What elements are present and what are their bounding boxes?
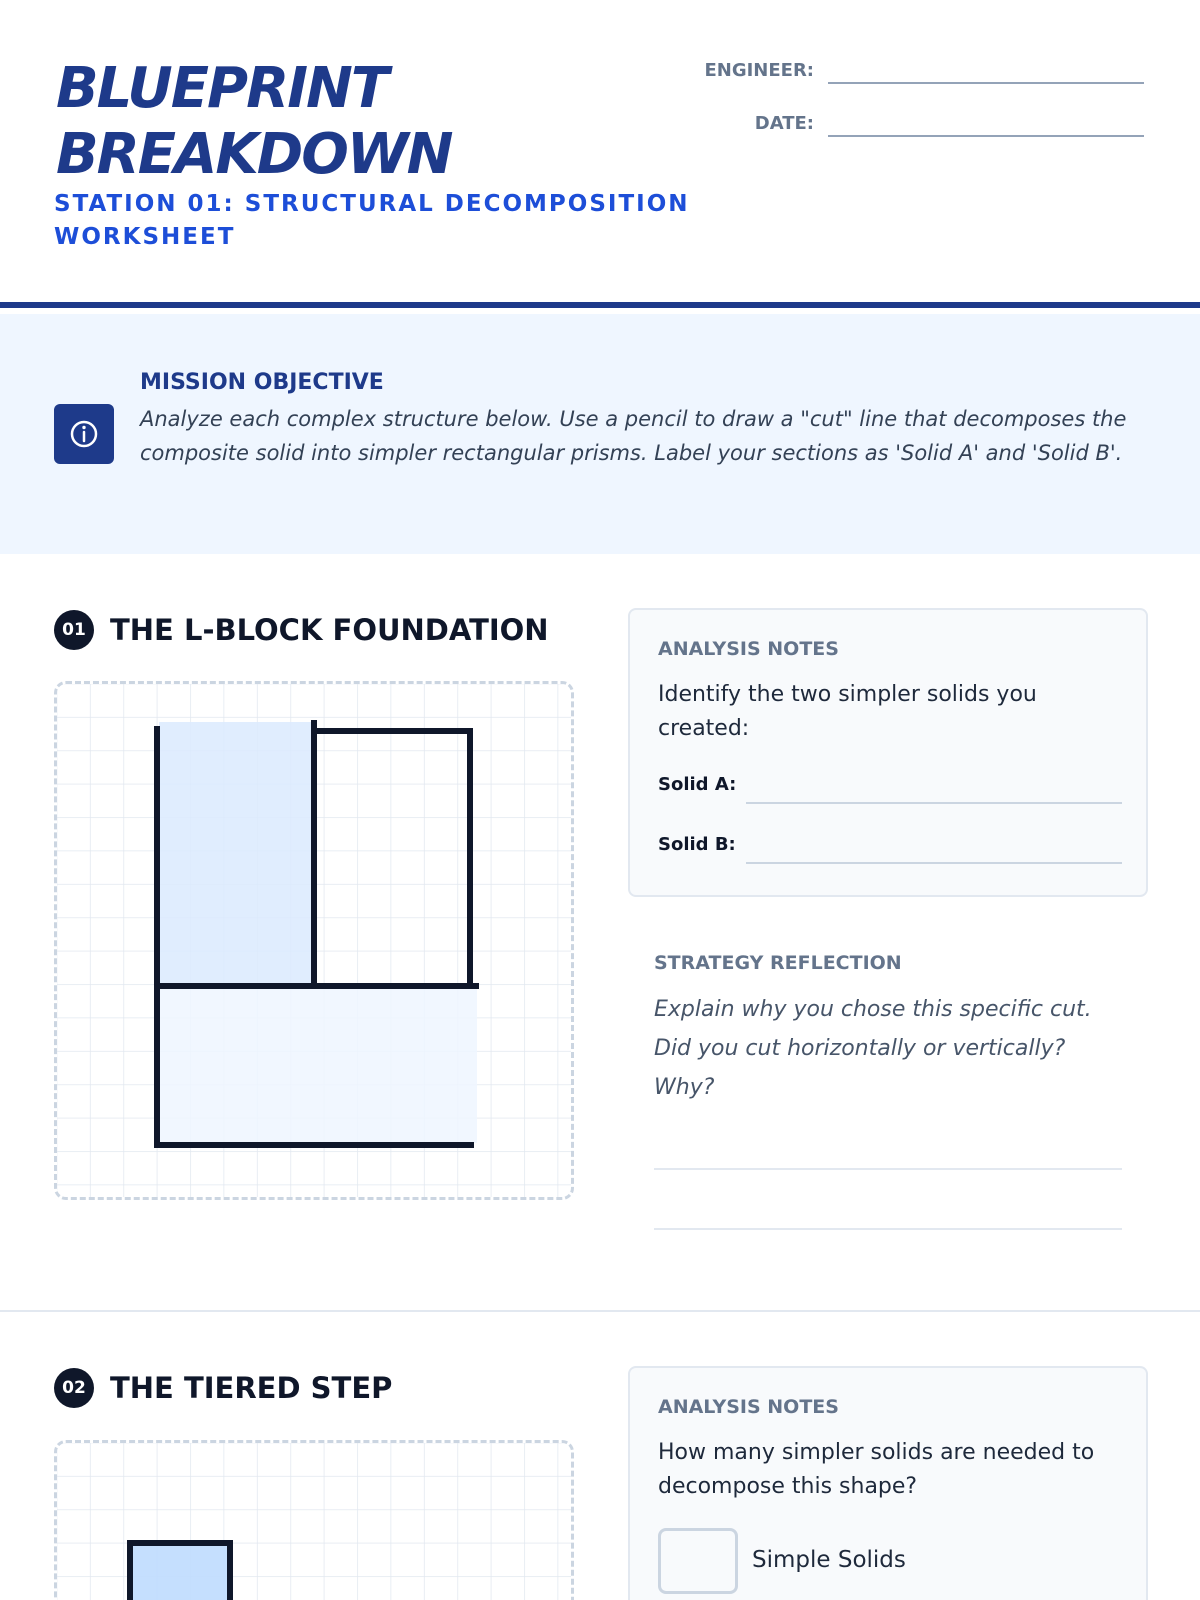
analysis-notes-title: ANALYSIS NOTES xyxy=(658,1396,839,1418)
info-icon xyxy=(54,404,114,464)
worksheet-header xyxy=(0,0,1200,308)
analysis-question: How many simpler solids are needed to decompose this shape? xyxy=(658,1440,1095,1499)
tiered-step-diagram xyxy=(57,1443,571,1600)
section-2-heading xyxy=(54,1368,392,1408)
section-1-title: THE L-BLOCK FOUNDATION xyxy=(110,613,549,647)
date-label: DATE: xyxy=(754,113,814,134)
section-1-number: 01 xyxy=(54,610,94,650)
strategy-answer-line-1[interactable] xyxy=(654,1168,1122,1170)
tiered-step-drawing-area[interactable] xyxy=(54,1440,574,1600)
strategy-answer-line-2[interactable] xyxy=(654,1228,1122,1230)
mission-panel xyxy=(0,314,1200,554)
solid-b-label: Solid B: xyxy=(658,834,736,855)
solid-a-label: Solid A: xyxy=(658,774,737,795)
section-2-analysis-card xyxy=(628,1366,1148,1600)
strategy-title: STRATEGY REFLECTION xyxy=(654,952,902,974)
section-2-title: THE TIERED STEP xyxy=(110,1371,393,1405)
page-subtitle: STATION 01: STRUCTURAL DECOMPOSITION WORKSHEET xyxy=(54,191,690,250)
solid-b-input-line[interactable] xyxy=(746,862,1122,864)
section-1-analysis-card xyxy=(628,608,1148,897)
engineer-input-line[interactable] xyxy=(828,82,1144,84)
title-line-1: BLUEPRINT xyxy=(56,56,388,121)
page-title xyxy=(56,56,676,188)
solid-b-field[interactable] xyxy=(658,828,1118,862)
solids-count-label: Simple Solids xyxy=(752,1547,906,1573)
mission-title: MISSION OBJECTIVE xyxy=(140,370,384,395)
solid-a-shading xyxy=(159,722,314,986)
solid-a-field[interactable] xyxy=(658,768,1118,802)
analysis-notes-title: ANALYSIS NOTES xyxy=(658,638,839,660)
mission-text: Analyze each complex structure below. Use a pencil to draw a "cut" line that decomposes the composite solid into simpler rectangular prisms. Label your sections as 'Solid A' and 'Solid B'. xyxy=(140,407,1127,465)
date-input-line[interactable] xyxy=(828,135,1144,137)
section-divider xyxy=(0,1310,1200,1312)
step-tier-shading xyxy=(130,1543,230,1600)
l-block-diagram xyxy=(57,684,571,1197)
section-2-number: 02 xyxy=(54,1368,94,1408)
solid-a-input-line[interactable] xyxy=(746,802,1122,804)
engineer-field[interactable] xyxy=(680,58,1150,88)
section-1-heading xyxy=(54,610,549,650)
l-block-drawing-area[interactable] xyxy=(54,681,574,1200)
analysis-question: Identify the two simpler solids you created: xyxy=(658,682,1037,741)
title-line-2: BREAKDOWN xyxy=(56,122,452,187)
solid-b-shading xyxy=(159,986,477,1143)
engineer-label: ENGINEER: xyxy=(704,60,814,81)
date-field[interactable] xyxy=(680,111,1150,141)
solids-count-input[interactable] xyxy=(658,1528,738,1594)
strategy-prompt: Explain why you chose this specific cut. Did you cut horizontally or vertically? Why? xyxy=(654,997,1092,1100)
